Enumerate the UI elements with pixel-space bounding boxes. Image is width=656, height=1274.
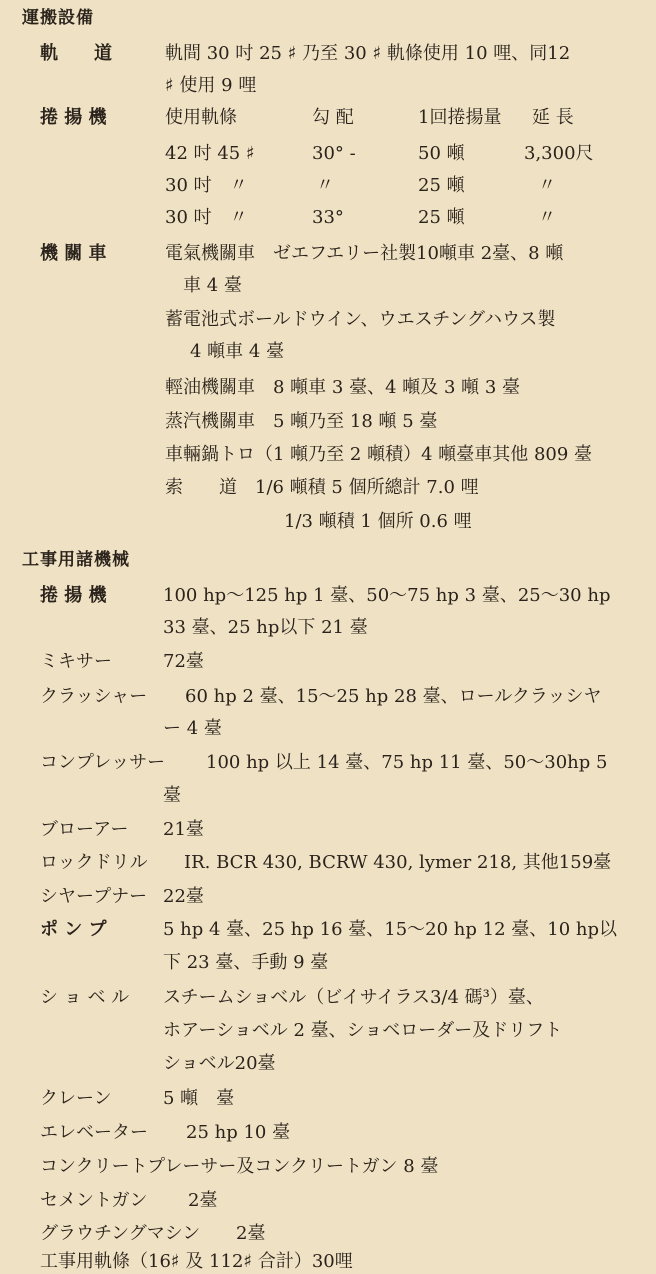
hoist-cell: 〃 xyxy=(538,207,556,228)
locomotive-line: 索 道 1/6 噸積 5 個所總計 7.0 哩 xyxy=(165,477,479,498)
machine-label: クラッシャー xyxy=(40,686,148,707)
machine-text-cont: 臺 xyxy=(163,785,181,806)
locomotive-line: 4 噸車 4 臺 xyxy=(190,341,285,362)
locomotive-line: 電氣機關車 ゼエフエリー社製10噸車 2臺、8 噸 xyxy=(165,243,564,264)
locomotive-line: 車輛鍋トロ（1 噸乃至 2 噸積）4 噸臺車其他 809 臺 xyxy=(165,444,593,465)
machine-text: 22臺 xyxy=(163,886,204,907)
machine-text: 5 噸 臺 xyxy=(163,1088,235,1109)
machine-text-cont: ホアーショベル 2 臺、ショベローダー及ドリフト xyxy=(163,1020,563,1041)
machine-text: 100 hp 以上 14 臺、75 hp 11 臺、50～30hp 5 xyxy=(206,752,608,773)
machine-text: スチームショベル（ビイサイラス3/4 碼³）臺、 xyxy=(163,987,544,1008)
hoist-cell: 〃 xyxy=(316,175,334,196)
machine-label: グラウチングマシン xyxy=(40,1223,201,1244)
track-label: 軌 道 xyxy=(40,43,112,64)
hoist-header-capacity: 1回捲揚量 xyxy=(418,107,502,128)
machine-text-cont: ショベル20臺 xyxy=(163,1053,276,1074)
hoist-cell: 30° - xyxy=(312,143,356,164)
hoist-header-length: 延 長 xyxy=(532,107,574,128)
machine-text-cont: ー 4 臺 xyxy=(163,718,222,739)
machine-text: 72臺 xyxy=(163,651,204,672)
hoist-cell: 3,300尺 xyxy=(524,143,594,164)
hoist-header-grade: 勾 配 xyxy=(312,107,354,128)
machine-label: 捲 揚 機 xyxy=(40,585,107,606)
machine-text: 100 hp～125 hp 1 臺、50～75 hp 3 臺、25～30 hp xyxy=(163,585,611,606)
section-heading-machinery: 工事用諸機械 xyxy=(22,550,130,570)
hoist-cell: 33° xyxy=(312,207,344,228)
machine-label: コンプレッサー xyxy=(40,752,166,773)
hoist-cell: 〃 xyxy=(538,175,556,196)
machine-text: 21臺 xyxy=(163,819,204,840)
machine-label: ミキサー xyxy=(40,651,112,672)
machine-label: ポ ン プ xyxy=(40,919,107,940)
locomotive-line: 蓄電池式ボールドウイン、ウエスチングハウス製 xyxy=(165,309,556,330)
locomotive-line: 蒸汽機關車 5 噸乃至 18 噸 5 臺 xyxy=(165,411,438,432)
machine-label: シヤープナー xyxy=(40,886,148,907)
hoist-cell: 30 吋 〃 xyxy=(165,175,248,196)
machine-label: シ ョ ベ ル xyxy=(40,987,130,1008)
hoist-cell: 50 噸 xyxy=(418,143,465,164)
hoist-cell: 30 吋 〃 xyxy=(165,207,248,228)
hoist-label: 捲 揚 機 xyxy=(40,107,107,128)
machine-text: 2臺 xyxy=(188,1190,218,1211)
track-line-2: ♯ 使用 9 哩 xyxy=(165,75,257,96)
locomotive-line: 1/3 噸積 1 個所 0.6 哩 xyxy=(284,511,472,532)
machine-label: クレーン xyxy=(40,1088,112,1109)
machine-label: コンクリートプレーサー及コンクリートガン 8 臺 xyxy=(40,1156,439,1177)
machine-text-cont: 下 23 臺、手動 9 臺 xyxy=(163,952,329,973)
locomotive-line: 車 4 臺 xyxy=(183,275,242,296)
machine-label: ロックドリル xyxy=(40,852,148,873)
machine-label: セメントガン xyxy=(40,1190,148,1211)
hoist-cell: 42 吋 45 ♯ xyxy=(165,143,255,164)
machine-text-cont: 33 臺、25 hp以下 21 臺 xyxy=(163,617,368,638)
hoist-cell: 25 噸 xyxy=(418,175,465,196)
locomotive-line: 輕油機關車 8 噸車 3 臺、4 噸及 3 噸 3 臺 xyxy=(165,377,521,398)
machine-text: 2臺 xyxy=(236,1223,266,1244)
section-heading-transport: 運搬設備 xyxy=(22,8,94,28)
machine-label: エレベーター xyxy=(40,1122,148,1143)
locomotive-label: 機 關 車 xyxy=(40,243,107,264)
machine-text: 60 hp 2 臺、15～25 hp 28 臺、ロールクラッシヤ xyxy=(185,686,602,707)
hoist-header-rail: 使用軌條 xyxy=(165,107,237,128)
track-line-1: 軌間 30 吋 25 ♯ 乃至 30 ♯ 軌條使用 10 哩、同12 xyxy=(165,43,571,64)
machine-label: 工事用軌條（16♯ 及 112♯ 合計）30哩 xyxy=(40,1251,353,1272)
machine-text: 5 hp 4 臺、25 hp 16 臺、15～20 hp 12 臺、10 hp以 xyxy=(163,919,618,940)
hoist-cell: 25 噸 xyxy=(418,207,465,228)
machine-label: ブローアー xyxy=(40,819,129,840)
machine-text: IR. BCR 430, BCRW 430, lymer 218, 其他159臺 xyxy=(184,852,612,873)
machine-text: 25 hp 10 臺 xyxy=(186,1122,291,1143)
